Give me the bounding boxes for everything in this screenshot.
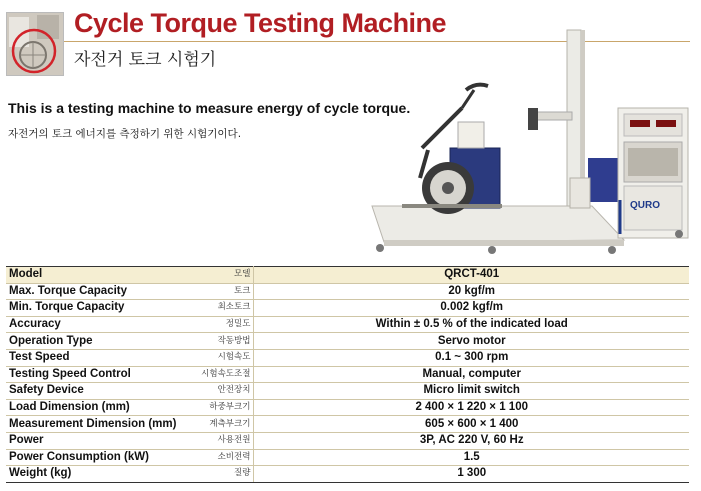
spec-label: Test Speed: [6, 349, 179, 366]
spec-row: [6, 432, 689, 449]
spec-label-korean: 계측부크기: [179, 416, 254, 433]
spec-row: [6, 316, 689, 333]
spec-row: [6, 416, 689, 433]
spec-row: [6, 399, 689, 416]
spec-row: [6, 300, 689, 317]
spec-row: [6, 449, 689, 466]
spec-label-korean: 하중부크기: [179, 399, 254, 416]
spec-label-korean: 시험속도조절: [179, 366, 254, 383]
spec-value: Micro limit switch: [254, 383, 689, 400]
spec-row: [6, 333, 689, 350]
spec-label-korean: 모델: [179, 267, 254, 284]
spec-value: Within ± 0.5 % of the indicated load: [254, 316, 689, 333]
spec-label-korean: 안전장치: [179, 383, 254, 400]
spec-label-korean: 질량: [179, 466, 254, 483]
spec-value: Manual, computer: [254, 366, 689, 383]
spec-label: Weight (kg): [6, 466, 179, 483]
spec-label: Accuracy: [6, 316, 179, 333]
spec-label-korean: 시험속도: [179, 349, 254, 366]
spec-value: 0.1 ~ 300 rpm: [254, 349, 689, 366]
spec-value: Servo motor: [254, 333, 689, 350]
spec-row: [6, 267, 689, 284]
spec-label: Model: [6, 267, 179, 284]
page-title: Cycle Torque Testing Machine: [74, 8, 447, 38]
spec-value: 3P, AC 220 V, 60 Hz: [254, 432, 689, 449]
spec-value: 1 300: [254, 466, 689, 483]
specification-table: [6, 266, 689, 483]
spec-value: QRCT-401: [254, 267, 689, 284]
testing-machine-illustration: [362, 28, 690, 260]
page-subtitle: 자전거 토크 시험기: [74, 50, 217, 70]
spec-row: [6, 383, 689, 400]
bicycle-wheel-thumbnail-icon: [7, 13, 63, 75]
spec-label-korean: 작동방법: [179, 333, 254, 350]
spec-value: 20 kgf/m: [254, 283, 689, 300]
spec-label: Min. Torque Capacity: [6, 300, 179, 317]
spec-label: Max. Torque Capacity: [6, 283, 179, 300]
spec-label-korean: 토크: [179, 283, 254, 300]
spec-label: Testing Speed Control: [6, 366, 179, 383]
spec-value: 0.002 kgf/m: [254, 300, 689, 317]
spec-row: [6, 283, 689, 300]
spec-label: Safety Device: [6, 383, 179, 400]
spec-label: Power Consumption (kW): [6, 449, 179, 466]
spec-label-korean: 소비전력: [179, 449, 254, 466]
spec-label: Operation Type: [6, 333, 179, 350]
description-korean: 자전거의 토크 에너지를 측정하기 위한 시험기이다.: [8, 128, 242, 140]
thumbnail-image: [6, 12, 64, 76]
spec-label: Measurement Dimension (mm): [6, 416, 179, 433]
spec-value: 2 400 × 1 220 × 1 100: [254, 399, 689, 416]
spec-row: [6, 466, 689, 483]
machine-photo: [362, 28, 690, 260]
brand-mark: QURO: [630, 200, 660, 211]
spec-row: [6, 366, 689, 383]
spec-label-korean: 사용전원: [179, 432, 254, 449]
spec-label: Power: [6, 432, 179, 449]
spec-row: [6, 349, 689, 366]
description-english: This is a testing machine to measure energy of cycle torque.: [8, 100, 411, 116]
spec-label-korean: 정밀도: [179, 316, 254, 333]
spec-value: 605 × 600 × 1 400: [254, 416, 689, 433]
spec-label-korean: 최소토크: [179, 300, 254, 317]
spec-label: Load Dimension (mm): [6, 399, 179, 416]
spec-value: 1.5: [254, 449, 689, 466]
